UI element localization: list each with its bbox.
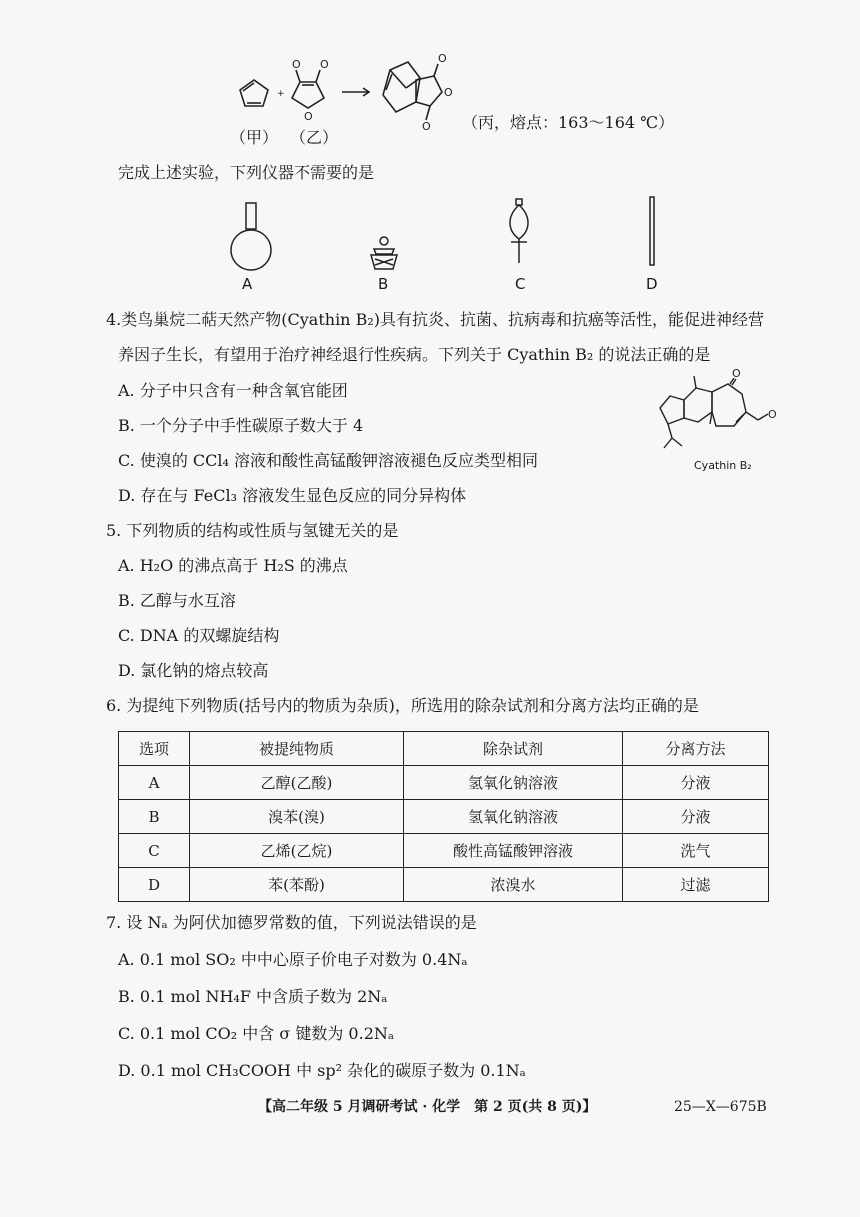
separatory-funnel-icon: [510, 199, 528, 263]
apparatus-figure: [220, 195, 680, 277]
table-cell: 分液: [623, 800, 769, 834]
table-header-cell: 除杂试剂: [404, 732, 623, 766]
weighing-bottle-icon: [371, 237, 397, 269]
cyclopentadiene-structure: [240, 80, 268, 106]
table-cell: 乙醇(乙酸): [190, 766, 404, 800]
question-4-option-c: C. 使溴的 CCl₄ 溶液和酸性高锰酸钾溶液褪色反应类型相同: [118, 451, 539, 470]
question-4-option-a: A. 分子中只含有一种含氧官能团: [118, 381, 348, 400]
question-5-stem: 5. 下列物质的结构或性质与氢键无关的是: [106, 521, 399, 540]
apparatus-label-c: C: [515, 275, 526, 293]
question-7-option-c: C. 0.1 mol CO₂ 中含 σ 键数为 0.2Nₐ: [118, 1024, 395, 1043]
oxygen-atom-label: O: [422, 120, 431, 133]
table-header-cell: 分离方法: [623, 732, 769, 766]
question-5-option-b: B. 乙醇与水互溶: [118, 591, 236, 610]
table-row: [119, 766, 769, 800]
table-cell: C: [119, 834, 190, 868]
table-row: [119, 868, 769, 902]
table-cell: 苯(苯酚): [190, 868, 404, 902]
table-cell: D: [119, 868, 190, 902]
apparatus-label-b: B: [378, 275, 389, 293]
oxygen-atom-label: O: [304, 110, 313, 123]
question-5-option-d: D. 氯化钠的熔点较高: [118, 661, 269, 680]
question-4-stem-line2: 养因子生长，有望用于治疗神经退行性疾病。下列关于 Cyathin B₂ 的说法正确的是: [118, 345, 711, 364]
question-6-stem: 6. 为提纯下列物质(括号内的物质为杂质)，所选用的除杂试剂和分离方法均正确的是: [106, 696, 699, 715]
table-cell: B: [119, 800, 190, 834]
cyathin-b2-structure: [650, 368, 780, 458]
question-4-stem-line1: 4.类鸟巢烷二萜天然产物(Cyathin B₂)具有抗炎、抗菌、抗病毒和抗癌等活性，能促进神经营: [106, 310, 764, 329]
question-5-option-c: C. DNA 的双螺旋结构: [118, 626, 280, 645]
question-7-stem: 7. 设 Nₐ 为阿伏加德罗常数的值，下列说法错误的是: [106, 913, 477, 932]
question-4-option-d: D. 存在与 FeCl₃ 溶液发生显色反应的同分异构体: [118, 486, 467, 505]
exam-code: 25—X—675B: [674, 1099, 767, 1115]
table-cell: 溴苯(溴): [190, 800, 404, 834]
table-row: [119, 800, 769, 834]
page-footer: 【高二年级 5 月调研考试 · 化学 第 2 页(共 8 页)】: [258, 1099, 597, 1115]
oxygen-atom-label: O: [320, 58, 329, 71]
question-5-option-a: A. H₂O 的沸点高于 H₂S 的沸点: [118, 556, 348, 575]
table-header-cell: 选项: [119, 732, 190, 766]
oxygen-atom-label: O: [768, 408, 777, 421]
glass-rod-icon: [650, 197, 654, 265]
oxygen-atom-label: O: [444, 86, 453, 99]
question-7-option-d: D. 0.1 mol CH₃COOH 中 sp² 杂化的碳原子数为 0.1Nₐ: [118, 1061, 526, 1080]
product-structure: [383, 62, 442, 120]
label-jia: （甲）: [230, 128, 279, 147]
table-cell: 氢氧化钠溶液: [404, 800, 623, 834]
table-cell: 乙烯(乙烷): [190, 834, 404, 868]
apparatus-label-a: A: [242, 275, 253, 293]
oxygen-atom-label: O: [438, 52, 447, 65]
round-bottom-flask-icon: [231, 203, 271, 270]
cyathin-b2-label: Cyathin B₂: [694, 459, 752, 472]
table-row: [119, 834, 769, 868]
product-melting-point: （丙，熔点：163～164 ℃）: [462, 113, 675, 132]
table-header-row: [119, 732, 769, 766]
table-cell: 浓溴水: [404, 868, 623, 902]
oxygen-atom-label: O: [732, 368, 741, 380]
question-7-option-b: B. 0.1 mol NH₄F 中含质子数为 2Nₐ: [118, 987, 388, 1006]
table-cell: 洗气: [623, 834, 769, 868]
table-cell: 氢氧化钠溶液: [404, 766, 623, 800]
label-yi: （乙）: [290, 128, 339, 147]
maleic-anhydride-structure: [292, 70, 324, 108]
oxygen-atom-label: O: [292, 58, 301, 71]
reaction-scheme: [220, 40, 480, 135]
plus-sign: +: [277, 89, 285, 99]
question-6-table: [118, 731, 769, 902]
question-4-option-b: B. 一个分子中手性碳原子数大于 4: [118, 416, 364, 435]
table-cell: 分液: [623, 766, 769, 800]
question-3-tail: 完成上述实验，下列仪器不需要的是: [118, 163, 375, 182]
table-cell: A: [119, 766, 190, 800]
apparatus-label-d: D: [646, 275, 658, 293]
table-cell: 酸性高锰酸钾溶液: [404, 834, 623, 868]
table-cell: 过滤: [623, 868, 769, 902]
question-7-option-a: A. 0.1 mol SO₂ 中中心原子价电子对数为 0.4Nₐ: [118, 950, 468, 969]
table-header-cell: 被提纯物质: [190, 732, 404, 766]
